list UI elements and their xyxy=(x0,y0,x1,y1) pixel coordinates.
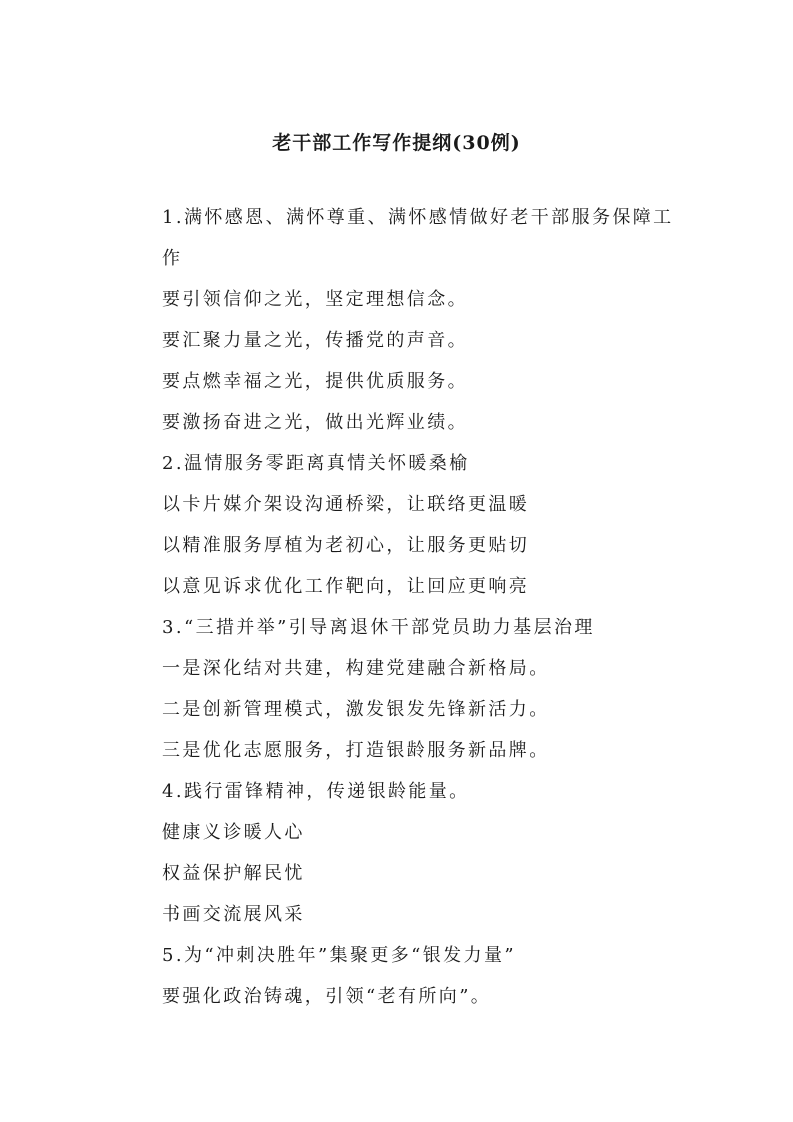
paragraph-line: 一是深化结对共建，构建党建融合新格局。 xyxy=(162,658,550,679)
paragraph-line: 以意见诉求优化工作靶向，让回应更响亮 xyxy=(162,576,530,597)
paragraph-line: 以卡片媒介架设沟通桥梁，让联络更温暖 xyxy=(162,494,530,515)
paragraph-line: 要汇聚力量之光，传播党的声音。 xyxy=(162,330,468,351)
paragraph-line: 二是创新管理模式，激发银发先锋新活力。 xyxy=(162,699,550,720)
paragraph-line: 三是优化志愿服务，打造银龄服务新品牌。 xyxy=(162,740,550,761)
paragraph-line: 健康义诊暖人心 xyxy=(162,822,305,843)
section-heading-2: 2.温情服务零距离真情关怀暖桑榆 xyxy=(162,453,470,474)
document-title: 老干部工作写作提纲(30例) xyxy=(272,132,521,154)
paragraph-line: 权益保护解民忧 xyxy=(162,863,305,884)
paragraph-line: 书画交流展风采 xyxy=(162,904,305,925)
paragraph-line: 要激扬奋进之光，做出光辉业绩。 xyxy=(162,412,468,433)
section-heading-1: 1.满怀感恩、满怀尊重、满怀感情做好老干部服务保障工作 xyxy=(162,207,674,269)
section-heading-4: 4.践行雷锋精神，传递银龄能量。 xyxy=(162,781,470,802)
paragraph-line: 要强化政治铸魂，引领“老有所向”。 xyxy=(162,986,492,1007)
section-heading-3: 3.“三措并举”引导离退休干部党员助力基层治理 xyxy=(162,617,595,638)
section-heading-5: 5.为“冲刺决胜年”集聚更多“银发力量” xyxy=(162,945,516,966)
paragraph-line: 要点燃幸福之光，提供优质服务。 xyxy=(162,371,468,392)
paragraph-line: 要引领信仰之光，坚定理想信念。 xyxy=(162,289,468,310)
document-body xyxy=(122,197,682,1017)
paragraph-line: 以精准服务厚植为老初心，让服务更贴切 xyxy=(162,535,530,556)
